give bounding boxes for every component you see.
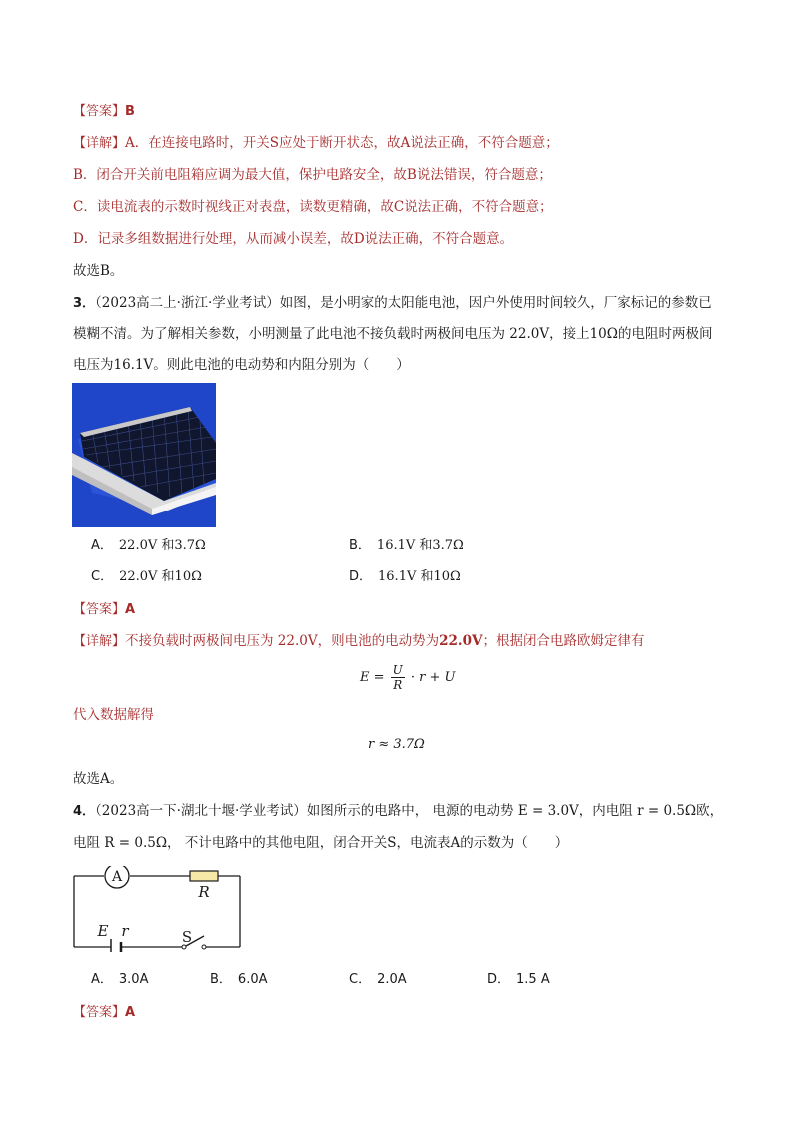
emf-label: E: [97, 922, 109, 940]
ohm-law-formula: [360, 663, 456, 692]
option-text: 3.0A: [118, 972, 149, 987]
q3-stem-line: [73, 293, 712, 314]
detail-tag: 【详解】: [73, 634, 126, 649]
option-a[interactable]: [91, 970, 148, 990]
option-b[interactable]: [210, 970, 268, 990]
answer-value: A: [125, 1005, 136, 1020]
question-text: 如图所示的电路中， 电源的电动势 E = 3.0V，内电阻 r = 0.5Ω欧，: [306, 803, 724, 819]
option-a[interactable]: [91, 536, 206, 556]
q3-stem-line: 电压为16.1V。则此电池的电动势和内阻分别为（ ）: [73, 357, 410, 373]
option-label: C．: [91, 569, 114, 584]
emf-value: 22.0V: [439, 633, 483, 649]
answer-tag: 【答案】: [73, 1005, 126, 1020]
q4-answer: [73, 1002, 135, 1023]
q3-substitute: 代入数据解得: [73, 707, 154, 723]
solar-panel-image: [72, 383, 216, 527]
option-label: A．: [91, 972, 113, 987]
circuit-diagram: [70, 866, 245, 952]
q2-detail-line: B．闭合开关前电阻箱应调为最大值，保护电路安全，故B说法错误，符合题意；: [73, 167, 552, 183]
option-d[interactable]: [349, 567, 461, 587]
q2-detail-line: D．记录多组数据进行处理，从而减小误差，故D说法正确，不符合题意。: [73, 231, 514, 247]
switch-label: S: [181, 928, 193, 946]
result-formula: r ≈ 3.7Ω: [368, 737, 425, 752]
q3-detail: [73, 631, 644, 652]
q2-detail-line: [73, 133, 559, 154]
fraction: [391, 663, 405, 692]
option-text: 6.0A: [237, 972, 268, 987]
option-text: 22.0V 和10Ω: [119, 569, 202, 584]
option-label: D．: [349, 569, 373, 584]
q4-stem-line: 电阻 R = 0.5Ω， 不计电路中的其他电阻，闭合开关S，电流表A的示数为（ ）: [73, 835, 569, 851]
formula-lhs: E =: [360, 670, 385, 685]
question-source: （2023高二上·浙江·学业考试）: [95, 295, 280, 311]
question-number: 3．: [73, 296, 96, 311]
option-label: B．: [349, 538, 371, 553]
detail-tag: 【详解】: [73, 136, 126, 151]
question-number: 4．: [73, 804, 96, 819]
resistor-symbol: [190, 871, 218, 881]
option-b[interactable]: [349, 536, 464, 556]
resistor-label: R: [198, 883, 210, 901]
internal-resistance-label: r: [121, 922, 129, 940]
q3-stem-line: 模糊不清。为了解相关参数，小明测量了此电池不接负载时两极间电压为 22.0V，接上10Ω的电阻时两极间: [73, 326, 713, 342]
option-label: D．: [487, 972, 511, 987]
q4-stem-line: [73, 801, 723, 822]
option-label: C．: [349, 972, 372, 987]
fraction-numerator: U: [392, 663, 403, 677]
q2-detail-line: C．读电流表的示数时视线正对表盘，读数更精确，故C说法正确，不符合题意；: [73, 199, 553, 215]
q3-answer: [73, 599, 135, 620]
option-text: 16.1V 和3.7Ω: [376, 538, 464, 553]
option-text: 16.1V 和10Ω: [378, 569, 461, 584]
option-label: B．: [210, 972, 232, 987]
answer-tag: 【答案】: [73, 104, 126, 119]
detail-text: ；根据闭合电路欧姆定律有: [482, 633, 645, 649]
fraction-denominator: R: [393, 678, 403, 692]
option-d[interactable]: [487, 970, 550, 990]
option-c[interactable]: [349, 970, 407, 990]
detail-text: A．在连接电路时，开关S应处于断开状态，故A说法正确，不符合题意；: [125, 135, 559, 151]
question-text: 如图，是小明家的太阳能电池，因户外使用时间较久，厂家标记的参数已: [279, 295, 712, 311]
answer-value: B: [125, 104, 135, 119]
q2-answer: [73, 101, 135, 122]
ammeter-label: A: [111, 869, 123, 885]
q3-choose: 故选A。: [73, 771, 124, 787]
answer-value: A: [125, 602, 136, 617]
option-text: 22.0V 和3.7Ω: [118, 538, 206, 553]
question-source: （2023高一下·湖北十堰·学业考试）: [95, 803, 307, 819]
option-text: 1.5 A: [516, 972, 550, 987]
answer-tag: 【答案】: [73, 602, 126, 617]
formula-rest: · r + U: [410, 670, 456, 685]
option-text: 2.0A: [377, 972, 407, 987]
q2-choose: 故选B。: [73, 263, 124, 279]
option-label: A．: [91, 538, 113, 553]
option-c[interactable]: [91, 567, 202, 587]
detail-text: 不接负载时两极间电压为 22.0V，则电池的电动势为: [125, 633, 440, 649]
